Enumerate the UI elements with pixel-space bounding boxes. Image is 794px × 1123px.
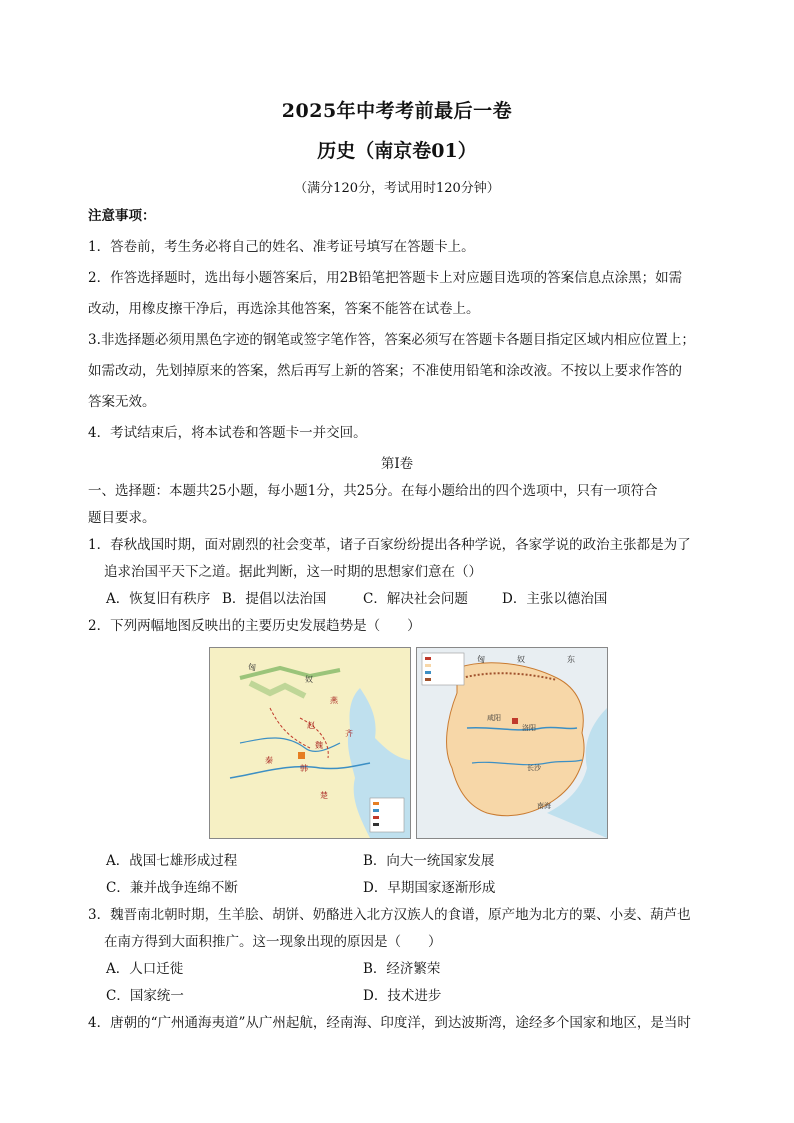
q3-stem: 3．魏晋南北朝时期，生羊脍、胡饼、奶酪进入北方汉族人的食谱，原产地为北方的粟、小麦、葫芦也 <box>88 907 691 923</box>
q4-stem: 4．唐朝的“广州通海夷道”从广州起航，经南海、印度洋，到达波斯湾，途经多个国家和地区，是当时 <box>88 1015 691 1031</box>
map-right-label-nu: 奴 <box>517 655 525 664</box>
map-left-label-yan: 燕 <box>330 696 338 705</box>
q3-option-b: B．经济繁荣 <box>363 961 441 977</box>
map-warring-states <box>209 647 411 839</box>
q3-option-d: D．技术进步 <box>363 988 442 1004</box>
section-label: 第Ⅰ卷 <box>380 456 414 472</box>
q2-option-b: B．向大一统国家发展 <box>363 853 495 869</box>
map-left-label-han: 韩 <box>300 764 308 773</box>
map-left-label-nu: 奴 <box>305 675 313 684</box>
notice-item-2-cont: 改动，用橡皮擦干净后，再选涂其他答案，答案不能答在试卷上。 <box>88 301 480 317</box>
exam-subtitle: 历史（南京卷01） <box>317 140 477 162</box>
q1-option-c: C．解决社会问题 <box>363 591 468 607</box>
q1-stem-cont: 追求治国平天下之道。据此判断，这一时期的思想家们意在（） <box>104 564 482 580</box>
notice-item-3: 3.非选择题必须用黑色字迹的钢笔或签字笔作答，答案必须写在答题卡各题目指定区域内相应位置上； <box>88 332 695 348</box>
q2-stem: 2．下列两幅地图反映出的主要历史发展趋势是（ ） <box>88 618 421 634</box>
map-left-label-qi: 齐 <box>345 729 353 738</box>
q3-option-a: A．人口迁徙 <box>106 961 184 977</box>
exam-title: 2025年中考考前最后一卷 <box>281 100 513 122</box>
map-right-label-dong: 东 <box>567 655 575 664</box>
q1-option-a: A．恢复旧有秩序 <box>106 591 211 607</box>
section-intro-cont: 题目要求。 <box>88 510 156 526</box>
map-right-label-xiong: 匈 <box>477 655 485 664</box>
map-left-label-qin: 秦 <box>265 756 273 765</box>
q2-option-d: D．早期国家逐渐形成 <box>363 880 496 896</box>
map-right-label-xianyang: 咸阳 <box>487 714 501 722</box>
map-left-label-xiong: 匈 <box>248 663 256 672</box>
map-left-label-zhao: 赵 <box>307 721 315 730</box>
notice-item-2: 2．作答选择题时，选出每小题答案后，用2B铅笔把答题卡上对应题目选项的答案信息点涂黑；如需 <box>88 270 683 286</box>
q1-option-d: D．主张以德治国 <box>502 591 608 607</box>
notice-item-1: 1．答卷前，考生务必将自己的姓名、准考证号填写在答题卡上。 <box>88 239 475 255</box>
q2-option-c: C．兼并战争连绵不断 <box>106 880 238 896</box>
notice-item-3-cont2: 答案无效。 <box>88 394 156 410</box>
q2-option-a: A．战国七雄形成过程 <box>106 853 238 869</box>
map-qin-unification <box>416 647 608 839</box>
map-left-label-chu: 楚 <box>320 791 328 800</box>
map-right-label-nanhai: 南海 <box>537 802 551 810</box>
map-left-label-wei: 魏 <box>315 741 323 750</box>
map-right-label-changsha: 长沙 <box>527 764 541 772</box>
q3-stem-cont: 在南方得到大面积推广。这一现象出现的原因是（ ） <box>104 934 442 950</box>
section-intro <box>88 485 657 499</box>
q3-option-c: C．国家统一 <box>106 988 184 1004</box>
q1-option-b: B．提倡以法治国 <box>222 591 327 607</box>
section-intro-text: 一、选择题：本题共25小题，每小题1分，共25分。在每小题给出的四个选项中，只有一项符合 <box>88 483 658 499</box>
exam-note: （满分120分，考试用时120分钟） <box>294 181 500 196</box>
q1-stem: 1．春秋战国时期，面对剧烈的社会变革，诸子百家纷纷提出各种学说，各家学说的政治主张都是为了 <box>88 537 691 553</box>
notice-item-4: 4．考试结束后，将本试卷和答题卡一并交回。 <box>88 425 367 441</box>
map-right-label-luoyang: 洛阳 <box>522 724 536 732</box>
notice-heading: 注意事项： <box>88 208 156 224</box>
notice-item-3-cont: 如需改动，先划掉原来的答案，然后再写上新的答案；不准使用铅笔和涂改液。不按以上要求作答的 <box>88 363 682 379</box>
